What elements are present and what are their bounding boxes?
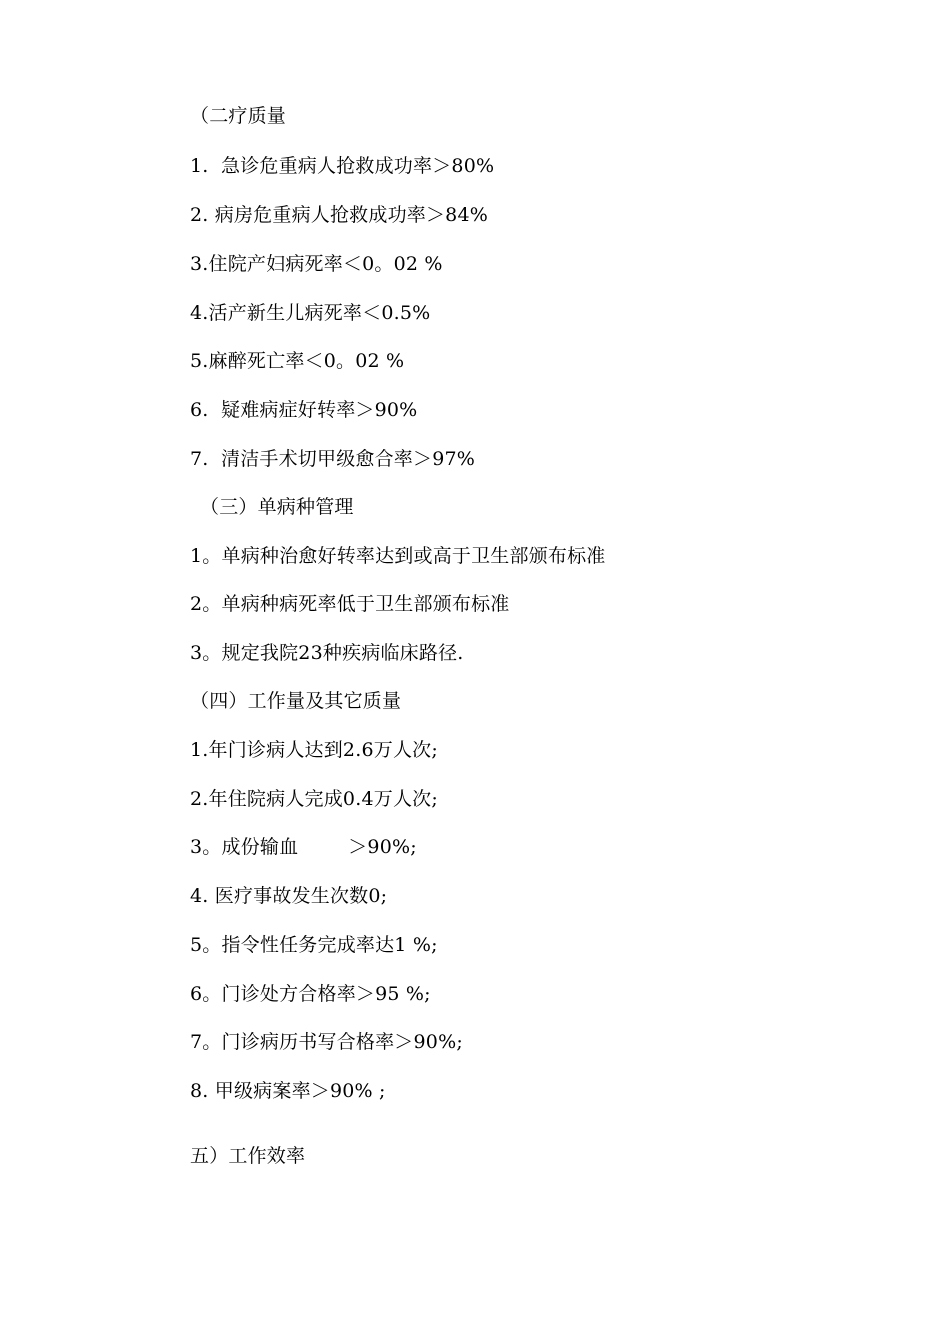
list-item: 1. 急诊危重病人抢救成功率＞80% <box>190 155 495 177</box>
list-item: 2。单病种病死率低于卫生部颁布标准 <box>190 593 510 615</box>
list-item: 6. 疑难病症好转率＞90% <box>190 399 418 421</box>
list-item: 3。规定我院23种疾病临床路径. <box>190 642 464 664</box>
list-item: 8. 甲级病案率＞90% ; <box>190 1080 386 1102</box>
list-item: 1。单病种治愈好转率达到或高于卫生部颁布标准 <box>190 545 606 567</box>
list-item: 5.麻醉死亡率＜0。02 % <box>190 350 405 372</box>
list-item: 3。成份输血 ＞90%; <box>190 836 417 858</box>
list-item: 2. 病房危重病人抢救成功率＞84% <box>190 204 488 226</box>
list-item: 6。门诊处方合格率＞95 %; <box>190 983 431 1005</box>
list-item: 4.活产新生儿病死率＜0.5% <box>190 302 431 324</box>
section-heading-efficiency: 五）工作效率 <box>190 1145 306 1167</box>
section-heading-workload: （四）工作量及其它质量 <box>190 690 402 712</box>
list-item: 3.住院产妇病死率＜0。02 % <box>190 253 443 275</box>
list-item: 7。门诊病历书写合格率＞90%; <box>190 1031 463 1053</box>
list-item: 1.年门诊病人达到2.6万人次; <box>190 739 438 761</box>
list-item: 4. 医疗事故发生次数0; <box>190 885 388 907</box>
list-item: 5。指令性任务完成率达1 %; <box>190 934 438 956</box>
section-heading-single-disease: （三）单病种管理 <box>200 496 354 518</box>
list-item: 2.年住院病人完成0.4万人次; <box>190 788 438 810</box>
list-item: 7. 清洁手术切甲级愈合率＞97% <box>190 448 476 470</box>
section-heading-quality: （二疗质量 <box>190 105 287 127</box>
